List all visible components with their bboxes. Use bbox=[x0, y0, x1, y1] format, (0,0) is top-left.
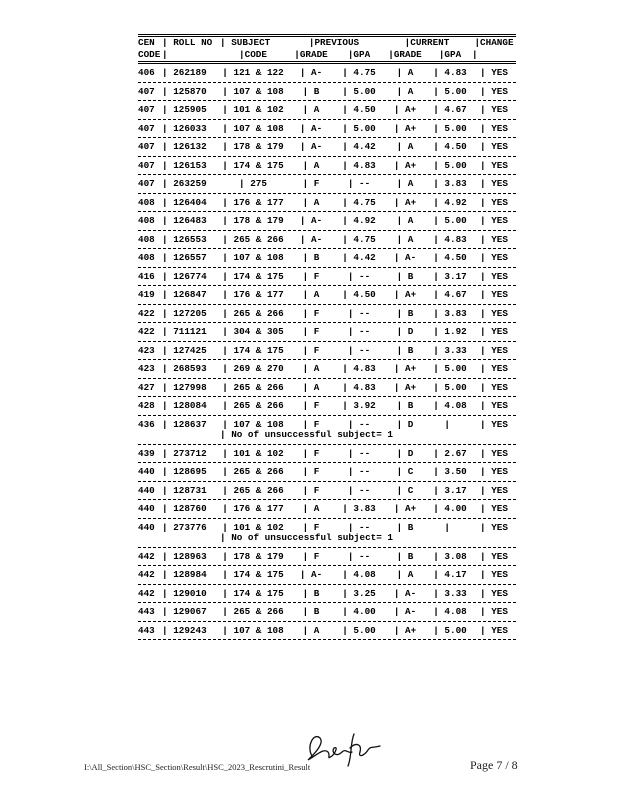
cell-cen: 440 bbox=[138, 521, 155, 533]
cell-subject: 265 & 266 bbox=[233, 466, 284, 477]
header-line-2 bbox=[138, 49, 516, 61]
cell-cen: 407 bbox=[138, 141, 155, 152]
table-row bbox=[138, 500, 516, 518]
cell-cur-grade: A+ bbox=[405, 624, 417, 636]
cell-cur-grade: A bbox=[407, 67, 414, 78]
table-row bbox=[138, 138, 516, 156]
cell-cur-grade: C bbox=[407, 466, 414, 477]
cell-cur-grade: A bbox=[407, 178, 414, 189]
cell-prev-grade: A bbox=[313, 381, 320, 393]
cell-cur-grade: B bbox=[407, 521, 414, 533]
table-row bbox=[138, 212, 516, 230]
cell-prev-gpa: -- bbox=[359, 270, 371, 282]
cell-change: YES bbox=[491, 550, 508, 562]
cell-cur-grade: A- bbox=[405, 606, 417, 617]
header-prev-grade: GRADE bbox=[299, 48, 328, 60]
cell-change: YES bbox=[491, 215, 508, 226]
cell-prev-grade: A- bbox=[311, 67, 323, 78]
cell-subject: 107 & 108 bbox=[233, 85, 284, 97]
cell-prev-grade: B bbox=[313, 606, 320, 617]
cell-prev-gpa: -- bbox=[359, 447, 371, 459]
cell-cur-grade: A+ bbox=[405, 363, 417, 374]
cell-subject: 304 & 305 bbox=[233, 326, 284, 337]
table-row bbox=[138, 101, 516, 119]
cell-cen: 422 bbox=[138, 307, 155, 319]
cell-change: YES bbox=[491, 307, 508, 319]
cell-cen: 443 bbox=[138, 624, 155, 636]
cell-cur-gpa: 5.00 bbox=[444, 122, 467, 134]
cell-prev-gpa: 4.42 bbox=[353, 252, 376, 263]
cell-roll: 126404 bbox=[173, 196, 207, 208]
cell-prev-gpa: 5.00 bbox=[353, 624, 376, 636]
cell-cur-gpa: 5.00 bbox=[444, 159, 467, 171]
cell-cen: 440 bbox=[138, 503, 155, 514]
cell-cur-gpa: 5.00 bbox=[444, 381, 467, 393]
cell-roll: 126153 bbox=[173, 159, 207, 171]
table-row bbox=[138, 585, 516, 603]
cell-roll: 125905 bbox=[173, 104, 207, 115]
cell-subject: 176 & 177 bbox=[233, 196, 284, 208]
header-roll: ROLL NO bbox=[173, 36, 213, 48]
cell-change: YES bbox=[491, 233, 508, 245]
cell-change: YES bbox=[491, 400, 508, 411]
table-row bbox=[138, 342, 516, 360]
cell-cur-gpa: 4.67 bbox=[444, 104, 467, 115]
cell-cen: 407 bbox=[138, 159, 155, 171]
cell-prev-gpa: 4.50 bbox=[353, 104, 376, 115]
cell-roll: 128084 bbox=[173, 400, 207, 411]
cell-cen: 423 bbox=[138, 363, 155, 374]
cell-cur-grade: A bbox=[407, 141, 414, 152]
header-previous: PREVIOUS bbox=[314, 36, 360, 48]
cell-prev-grade: F bbox=[313, 326, 320, 337]
cell-cen: 407 bbox=[138, 85, 155, 97]
cell-cur-gpa: 4.17 bbox=[444, 569, 467, 580]
table-body bbox=[138, 64, 516, 640]
cell-roll: 711121 bbox=[173, 326, 207, 337]
cell-cur-gpa: 3.17 bbox=[444, 484, 467, 496]
cell-prev-grade: B bbox=[313, 587, 320, 599]
cell-cur-gpa: 4.00 bbox=[444, 503, 467, 514]
cell-cur-grade: A bbox=[407, 233, 414, 245]
unsuccessful-subject-count: 1 bbox=[387, 429, 394, 440]
footer-file-path: I:\All_Section\HSC_Section\Result\HSC_2023_Rescrutini_Result bbox=[84, 762, 311, 772]
cell-roll: 273776 bbox=[173, 521, 207, 533]
cell-cen: 408 bbox=[138, 252, 155, 263]
table-row bbox=[138, 249, 516, 267]
cell-prev-gpa: 4.00 bbox=[353, 606, 376, 617]
cell-cur-gpa: 5.00 bbox=[444, 624, 467, 636]
cell-cur-gpa: 3.08 bbox=[444, 550, 467, 562]
cell-prev-gpa: -- bbox=[359, 344, 371, 356]
table-row bbox=[138, 482, 516, 500]
cell-subject: 107 & 108 bbox=[233, 418, 284, 430]
cell-change: YES bbox=[491, 159, 508, 171]
cell-subject: 275 bbox=[250, 178, 267, 189]
cell-subject: 265 & 266 bbox=[233, 233, 284, 245]
cell-subject: 269 & 270 bbox=[233, 363, 284, 374]
cell-subject: 265 & 266 bbox=[233, 400, 284, 411]
table-row bbox=[138, 231, 516, 249]
cell-cur-grade: A+ bbox=[405, 122, 417, 134]
cell-cur-grade: A+ bbox=[405, 104, 417, 115]
table-row bbox=[138, 603, 516, 621]
cell-prev-gpa: 4.42 bbox=[353, 141, 376, 152]
cell-prev-grade: F bbox=[313, 400, 320, 411]
cell-prev-grade: A bbox=[313, 624, 320, 636]
cell-roll: 126033 bbox=[173, 122, 207, 134]
cell-prev-grade: A- bbox=[311, 215, 323, 226]
cell-prev-grade: A bbox=[313, 503, 320, 514]
cell-cen: 436 bbox=[138, 418, 155, 430]
cell-prev-grade: A bbox=[313, 363, 320, 374]
cell-roll: 262189 bbox=[173, 67, 207, 78]
cell-subject: 265 & 266 bbox=[233, 606, 284, 617]
table-row bbox=[138, 566, 516, 584]
cell-subject: 265 & 266 bbox=[233, 307, 284, 319]
cell-cen: 443 bbox=[138, 606, 155, 617]
cell-prev-gpa: 4.83 bbox=[353, 363, 376, 374]
cell-subject: 101 & 102 bbox=[233, 447, 284, 459]
cell-subject: 121 & 122 bbox=[233, 67, 284, 78]
cell-roll: 273712 bbox=[173, 447, 207, 459]
cell-cen: 408 bbox=[138, 233, 155, 245]
cell-cur-grade: A+ bbox=[405, 159, 417, 171]
cell-roll: 126847 bbox=[173, 289, 207, 300]
cell-prev-grade: F bbox=[313, 447, 320, 459]
cell-change: YES bbox=[491, 344, 508, 356]
cell-change: YES bbox=[491, 85, 508, 97]
cell-cen: 442 bbox=[138, 587, 155, 599]
table-row bbox=[138, 323, 516, 341]
page-number: Page 7 / 8 bbox=[470, 758, 518, 772]
table-row bbox=[138, 120, 516, 138]
cell-prev-gpa: 5.00 bbox=[353, 85, 376, 97]
cell-prev-gpa: 4.50 bbox=[353, 289, 376, 300]
cell-prev-gpa: -- bbox=[359, 466, 371, 477]
table-row bbox=[138, 194, 516, 212]
table-row bbox=[138, 379, 516, 397]
cell-cur-grade: A bbox=[407, 569, 414, 580]
table-row bbox=[138, 305, 516, 323]
result-table bbox=[138, 34, 516, 640]
cell-cur-gpa: 5.00 bbox=[444, 363, 467, 374]
cell-prev-gpa: -- bbox=[359, 521, 371, 533]
header-subject-code: CODE bbox=[244, 48, 267, 60]
cell-change: YES bbox=[491, 67, 508, 78]
cell-cur-gpa: 3.33 bbox=[444, 587, 467, 599]
cell-change: YES bbox=[491, 326, 508, 337]
cell-subject: 174 & 175 bbox=[233, 587, 284, 599]
cell-cur-gpa: 5.00 bbox=[444, 85, 467, 97]
cell-subject: 178 & 179 bbox=[233, 141, 284, 152]
table-header bbox=[138, 37, 516, 61]
cell-cur-grade: D bbox=[407, 326, 414, 337]
cell-roll: 125870 bbox=[173, 85, 207, 97]
cell-roll: 128637 bbox=[173, 418, 207, 430]
cell-cur-grade: B bbox=[407, 307, 414, 319]
cell-cen: 416 bbox=[138, 270, 155, 282]
cell-cen: 442 bbox=[138, 550, 155, 562]
header-current: CURRENT bbox=[410, 36, 450, 48]
header-cen: CEN bbox=[138, 36, 155, 48]
cell-cen: 407 bbox=[138, 104, 155, 115]
cell-change: YES bbox=[491, 624, 508, 636]
cell-roll: 128984 bbox=[173, 569, 207, 580]
header-subject: SUBJECT bbox=[231, 36, 271, 48]
cell-cur-gpa: 3.83 bbox=[444, 178, 467, 189]
cell-cen: 407 bbox=[138, 178, 155, 189]
cell-change: YES bbox=[491, 270, 508, 282]
table-row bbox=[138, 64, 516, 82]
row-divider bbox=[138, 639, 516, 640]
cell-prev-grade: B bbox=[313, 85, 320, 97]
cell-subject: 107 & 108 bbox=[233, 122, 284, 134]
cell-prev-grade: A bbox=[313, 159, 320, 171]
table-row bbox=[138, 360, 516, 378]
cell-prev-grade: F bbox=[313, 484, 320, 496]
cell-roll: 268593 bbox=[173, 363, 207, 374]
cell-cur-gpa: 4.50 bbox=[444, 141, 467, 152]
cell-subject: 107 & 108 bbox=[233, 624, 284, 636]
cell-prev-grade: F bbox=[313, 307, 320, 319]
table-row bbox=[138, 622, 516, 640]
cell-cur-grade: A bbox=[407, 85, 414, 97]
table-row bbox=[138, 463, 516, 481]
table-row bbox=[138, 157, 516, 175]
cell-cen: 406 bbox=[138, 67, 155, 78]
table-row bbox=[138, 397, 516, 415]
header-cur-grade: GRADE bbox=[393, 48, 422, 60]
cell-change: YES bbox=[491, 289, 508, 300]
cell-prev-gpa: 3.25 bbox=[353, 587, 376, 599]
header-cur-gpa: GPA bbox=[444, 48, 462, 60]
cell-cur-gpa: 4.83 bbox=[444, 233, 467, 245]
cell-change: YES bbox=[491, 196, 508, 208]
cell-change: YES bbox=[491, 503, 508, 514]
cell-prev-gpa: 3.83 bbox=[353, 503, 376, 514]
cell-cur-gpa: 4.92 bbox=[444, 196, 467, 208]
cell-prev-gpa: -- bbox=[359, 178, 371, 189]
cell-subject: 174 & 175 bbox=[233, 569, 284, 580]
cell-roll: 129010 bbox=[173, 587, 207, 599]
cell-subject: 101 & 102 bbox=[233, 521, 284, 533]
cell-subject: 107 & 108 bbox=[233, 252, 284, 263]
unsuccessful-subject-note: No of unsuccessful subject= bbox=[231, 429, 382, 440]
cell-cur-grade: B bbox=[407, 270, 414, 282]
header-line-1 bbox=[138, 37, 516, 49]
cell-roll: 126132 bbox=[173, 141, 207, 152]
cell-change: YES bbox=[491, 484, 508, 496]
cell-prev-gpa: 4.08 bbox=[353, 569, 376, 580]
cell-roll: 128963 bbox=[173, 550, 207, 562]
cell-roll: 129067 bbox=[173, 606, 207, 617]
cell-cur-grade: A+ bbox=[405, 196, 417, 208]
cell-prev-grade: F bbox=[313, 466, 320, 477]
cell-prev-gpa: 4.92 bbox=[353, 215, 376, 226]
cell-cur-grade: A bbox=[407, 215, 414, 226]
cell-prev-grade: F bbox=[313, 344, 320, 356]
cell-cur-grade: B bbox=[407, 400, 414, 411]
cell-prev-gpa: 4.75 bbox=[353, 67, 376, 78]
cell-prev-grade: F bbox=[313, 550, 320, 562]
cell-cen: 442 bbox=[138, 569, 155, 580]
cell-subject: 174 & 175 bbox=[233, 270, 284, 282]
cell-cur-grade: B bbox=[407, 550, 414, 562]
cell-prev-gpa: 4.83 bbox=[353, 381, 376, 393]
cell-cen: 428 bbox=[138, 400, 155, 411]
cell-change: YES bbox=[491, 178, 508, 189]
cell-cur-gpa: 5.00 bbox=[444, 215, 467, 226]
cell-roll: 129243 bbox=[173, 624, 207, 636]
cell-change: YES bbox=[491, 363, 508, 374]
cell-cen: 440 bbox=[138, 484, 155, 496]
cell-cen: 407 bbox=[138, 122, 155, 134]
cell-prev-grade: B bbox=[313, 252, 320, 263]
cell-roll: 128760 bbox=[173, 503, 207, 514]
table-row bbox=[138, 416, 516, 444]
cell-change: YES bbox=[491, 418, 508, 430]
cell-prev-gpa: 3.92 bbox=[353, 400, 376, 411]
cell-change: YES bbox=[491, 122, 508, 134]
cell-subject: 265 & 266 bbox=[233, 381, 284, 393]
cell-roll: 126557 bbox=[173, 252, 207, 263]
signature-image bbox=[298, 726, 384, 770]
cell-cen: 422 bbox=[138, 326, 155, 337]
header-change: CHANGE bbox=[480, 36, 514, 48]
cell-subject: 176 & 177 bbox=[233, 503, 284, 514]
cell-cur-grade: D bbox=[407, 447, 414, 459]
cell-change: YES bbox=[491, 606, 508, 617]
cell-cur-gpa: 4.08 bbox=[444, 606, 467, 617]
table-row bbox=[138, 445, 516, 463]
cell-prev-grade: A- bbox=[311, 233, 323, 245]
cell-prev-grade: A bbox=[313, 289, 320, 300]
cell-prev-gpa: -- bbox=[359, 550, 371, 562]
cell-prev-gpa: 4.83 bbox=[353, 159, 376, 171]
cell-change: YES bbox=[491, 587, 508, 599]
cell-cur-gpa: 1.92 bbox=[444, 326, 467, 337]
cell-cen: 439 bbox=[138, 447, 155, 459]
cell-roll: 127205 bbox=[173, 307, 207, 319]
cell-roll: 128731 bbox=[173, 484, 207, 496]
cell-prev-grade: A bbox=[313, 104, 320, 115]
cell-subject: 178 & 179 bbox=[233, 215, 284, 226]
header-prev-gpa: GPA bbox=[353, 48, 371, 60]
cell-prev-grade: F bbox=[313, 521, 320, 533]
cell-cur-grade: D bbox=[407, 418, 414, 430]
cell-cur-grade: B bbox=[407, 344, 414, 356]
cell-change: YES bbox=[491, 104, 508, 115]
cell-cur-gpa: 4.67 bbox=[444, 289, 467, 300]
cell-prev-gpa: 4.75 bbox=[353, 196, 376, 208]
table-row bbox=[138, 83, 516, 101]
cell-cur-grade: A+ bbox=[405, 289, 417, 300]
cell-subject: 174 & 175 bbox=[233, 159, 284, 171]
header-code: CODE bbox=[138, 48, 161, 60]
cell-change: YES bbox=[491, 252, 508, 263]
cell-cur-gpa: 3.17 bbox=[444, 270, 467, 282]
cell-change: YES bbox=[491, 569, 508, 580]
cell-cur-grade: A- bbox=[405, 587, 417, 599]
cell-cur-grade: A+ bbox=[405, 381, 417, 393]
cell-cen: 440 bbox=[138, 466, 155, 477]
cell-prev-grade: F bbox=[313, 418, 320, 430]
cell-roll: 126774 bbox=[173, 270, 207, 282]
cell-prev-gpa: -- bbox=[359, 307, 371, 319]
table-row bbox=[138, 268, 516, 286]
cell-roll: 126553 bbox=[173, 233, 207, 245]
cell-prev-grade: A- bbox=[311, 141, 323, 152]
table-row bbox=[138, 286, 516, 304]
unsuccessful-subject-note: No of unsuccessful subject= bbox=[231, 532, 382, 543]
cell-cur-gpa: 4.08 bbox=[444, 400, 467, 411]
cell-cen: 423 bbox=[138, 344, 155, 356]
table-row bbox=[138, 519, 516, 547]
cell-subject: 265 & 266 bbox=[233, 484, 284, 496]
cell-prev-gpa: -- bbox=[359, 484, 371, 496]
cell-roll: 126483 bbox=[173, 215, 207, 226]
cell-prev-gpa: -- bbox=[359, 326, 371, 337]
cell-change: YES bbox=[491, 381, 508, 393]
table-row bbox=[138, 548, 516, 566]
cell-cur-gpa: 3.50 bbox=[444, 466, 467, 477]
cell-cur-gpa: 4.83 bbox=[444, 67, 467, 78]
cell-change: YES bbox=[491, 447, 508, 459]
cell-prev-grade: A- bbox=[311, 122, 323, 134]
cell-cur-gpa: 2.67 bbox=[444, 447, 467, 459]
cell-roll: 263259 bbox=[173, 178, 207, 189]
cell-cen: 427 bbox=[138, 381, 155, 393]
unsuccessful-subject-count: 1 bbox=[387, 532, 394, 543]
cell-subject: 178 & 179 bbox=[233, 550, 284, 562]
cell-roll: 127425 bbox=[173, 344, 207, 356]
cell-prev-grade: F bbox=[313, 270, 320, 282]
cell-prev-gpa: -- bbox=[359, 418, 371, 430]
cell-change: YES bbox=[491, 521, 508, 533]
cell-cur-grade: C bbox=[407, 484, 414, 496]
cell-cen: 408 bbox=[138, 196, 155, 208]
cell-cur-gpa: 3.33 bbox=[444, 344, 467, 356]
cell-prev-grade: A- bbox=[311, 569, 323, 580]
cell-change: YES bbox=[491, 466, 508, 477]
cell-subject: 174 & 175 bbox=[233, 344, 284, 356]
cell-prev-grade: F bbox=[313, 178, 320, 189]
cell-prev-grade: A bbox=[313, 196, 320, 208]
cell-cen: 408 bbox=[138, 215, 155, 226]
cell-cen: 419 bbox=[138, 289, 155, 300]
cell-prev-gpa: 4.75 bbox=[353, 233, 376, 245]
cell-subject: 176 & 177 bbox=[233, 289, 284, 300]
cell-change: YES bbox=[491, 141, 508, 152]
cell-subject: 101 & 102 bbox=[233, 104, 284, 115]
cell-prev-gpa: 5.00 bbox=[353, 122, 376, 134]
cell-cur-grade: A- bbox=[405, 252, 417, 263]
cell-roll: 128695 bbox=[173, 466, 207, 477]
table-row bbox=[138, 175, 516, 193]
cell-cur-grade: A+ bbox=[405, 503, 417, 514]
cell-cur-gpa: 4.50 bbox=[444, 252, 467, 263]
cell-cur-gpa: 3.83 bbox=[444, 307, 467, 319]
cell-roll: 127998 bbox=[173, 381, 207, 393]
